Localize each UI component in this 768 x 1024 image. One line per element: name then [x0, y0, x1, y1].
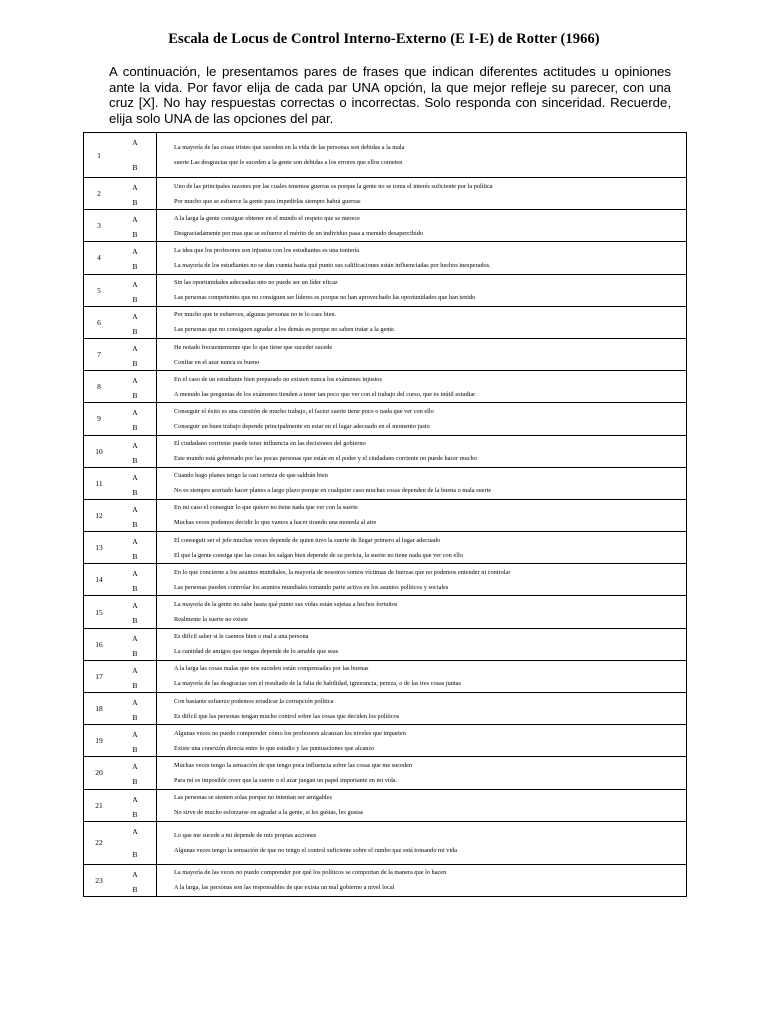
option-b-text: No sirve de mucho esforzarse en agradar a la gente, si les gustas, les gustas	[174, 809, 364, 817]
option-b-label[interactable]: B	[132, 262, 138, 272]
option-texts	[157, 564, 687, 596]
option-a-text: La mayoría de la gente no sabe hasta qué punto sus vidas están sujetas a hechos fortuitos	[174, 601, 398, 609]
option-a-text: En lo que concierne a los asuntos mundiales, la mayoría de nosotros somos víctimas de fuerzas que no podemos entender ni controlar	[174, 568, 511, 576]
option-a-label[interactable]: A	[132, 440, 138, 450]
option-labels	[114, 338, 157, 370]
item-row	[84, 210, 687, 242]
option-b-label[interactable]: B	[132, 713, 138, 722]
option-a-label[interactable]: A	[132, 569, 138, 579]
option-labels	[114, 789, 157, 821]
option-b-text: suerte Las desgracias que le suceden a la gente son debidas a los errores que ellos cometen	[174, 159, 403, 166]
option-labels	[114, 628, 157, 660]
option-labels	[114, 274, 157, 306]
item-number: 3	[84, 210, 115, 242]
item-number: 7	[84, 338, 115, 370]
option-a-text: En mi caso el conseguir lo que quiero no tiene nada que ver con la suerte	[174, 504, 358, 512]
option-a-label[interactable]: A	[132, 794, 138, 804]
option-labels	[114, 210, 157, 242]
option-a-label[interactable]: A	[132, 138, 138, 147]
option-b-label[interactable]: B	[132, 584, 138, 594]
option-labels	[114, 693, 157, 725]
option-b-label[interactable]: B	[132, 680, 138, 690]
option-b-label[interactable]: B	[132, 294, 138, 304]
option-texts	[157, 693, 687, 725]
item-number: 14	[84, 564, 115, 596]
option-b-text: Es difícil que las personas tengan mucho control sobre las cosas que deciden los políticos	[174, 712, 400, 720]
option-b-text: Para mí es imposible creer que la suerte o el azar juegan un papel importante en mi vida.	[174, 776, 398, 784]
option-labels	[114, 403, 157, 435]
option-a-label[interactable]: A	[132, 472, 138, 482]
option-texts	[157, 133, 687, 178]
item-number: 9	[84, 403, 115, 435]
option-a-text: La mayoría de las veces no puedo comprender por qué los políticos se comportan de la manera que lo hacen	[174, 869, 447, 877]
option-texts	[157, 210, 687, 242]
option-labels	[114, 660, 157, 692]
item-number: 12	[84, 499, 115, 531]
option-b-label[interactable]: B	[132, 455, 138, 465]
option-a-label[interactable]: A	[132, 826, 138, 836]
item-number: 6	[84, 306, 115, 338]
option-b-text: A menudo las preguntas de los exámenes tienden a tener tan poco que ver con el trabajo del curso, que es inútil estudiar	[174, 390, 476, 398]
option-texts	[157, 725, 687, 757]
option-a-label[interactable]: A	[132, 601, 138, 611]
item-row	[84, 274, 687, 306]
option-b-text: Confiar en el azar nunca es bueno	[174, 358, 260, 366]
item-number: 1	[84, 133, 115, 178]
option-a-label[interactable]: A	[132, 183, 138, 192]
option-a-text: La mayoría de las cosas tristes que suceden en la vida de las personas son debidas a la mala	[174, 144, 405, 151]
option-b-text: Muchas veces podemos decidir lo que vamos a hacer tirando una moneda al aire	[174, 519, 377, 527]
option-a-text: Lo que me sucede a mi depende de mis propias acciones	[174, 831, 317, 839]
option-a-text: A la larga la gente consigue obtener en el mundo el respeto que se merece	[174, 214, 360, 222]
option-b-label[interactable]: B	[132, 777, 138, 787]
option-a-text: Las personas se sienten solas porque no intentan ser amigables	[174, 794, 332, 802]
option-b-label[interactable]: B	[132, 326, 138, 336]
item-number: 18	[84, 693, 115, 725]
option-texts	[157, 757, 687, 789]
option-texts	[157, 435, 687, 467]
option-labels	[114, 242, 157, 274]
option-a-text: El conseguir ser el jefe muchas veces depende de quien tuvo la suerte de llegar primero al lugar adecuado	[174, 536, 441, 544]
option-texts	[157, 532, 687, 564]
option-texts	[157, 660, 687, 692]
option-b-text: Las personas que no consiguen agradar a los demás es porque no saben tratar a la gente.	[174, 326, 396, 334]
option-a-label[interactable]: A	[132, 869, 138, 879]
option-b-text: Las personas pueden controlar los asuntos mundiales tomando parte activa en los asuntos políticos y sociales	[174, 583, 449, 591]
item-number: 10	[84, 435, 115, 467]
option-labels	[114, 821, 157, 864]
item-row	[84, 821, 687, 864]
item-row	[84, 403, 687, 435]
item-row	[84, 338, 687, 370]
option-b-label[interactable]: B	[132, 884, 138, 894]
option-texts	[157, 242, 687, 274]
option-b-label[interactable]: B	[132, 616, 138, 626]
option-a-text: Muchas veces tengo la sensación de que tengo poca influencia sobre las cosas que me suceden	[174, 761, 412, 769]
option-b-text: Este mundo está gobernado por las pocas personas que están en el poder y el ciudadano corriente no puede hacer mucho	[174, 455, 477, 463]
option-a-label[interactable]: A	[132, 376, 138, 386]
option-labels	[114, 725, 157, 757]
item-row	[84, 693, 687, 725]
option-labels	[114, 596, 157, 628]
item-number: 17	[84, 660, 115, 692]
option-b-text: No es siempre acertado hacer planes a largo plazo porque en cualquier caso muchas cosas dependen de la buena o mala suerte	[174, 487, 492, 495]
option-labels	[114, 532, 157, 564]
item-row	[84, 564, 687, 596]
option-b-text: A la larga, las personas son las responsables de que exista un mal gobierno a nivel local	[174, 884, 395, 892]
item-row	[84, 660, 687, 692]
option-texts	[157, 821, 687, 864]
option-a-label[interactable]: A	[132, 762, 138, 772]
item-number: 11	[84, 467, 115, 499]
option-a-text: A la larga las cosas malas que nos suceden están compensadas por las buenas	[174, 665, 369, 673]
option-texts	[157, 178, 687, 210]
option-a-label[interactable]: A	[132, 343, 138, 353]
option-b-label[interactable]: B	[132, 358, 138, 368]
option-labels	[114, 133, 157, 178]
item-row	[84, 789, 687, 821]
item-number: 4	[84, 242, 115, 274]
option-labels	[114, 499, 157, 531]
option-a-text: Conseguir el éxito es una cuestión de mucho trabajo, el factor suerte tiene poco o nada que ver con ello	[174, 407, 434, 415]
item-number: 5	[84, 274, 115, 306]
option-b-text: Las personas competentes que no consiguen ser líderes es porque no han aprovechado las oportunidades que han tenido	[174, 294, 476, 302]
option-b-text: El que la gente consiga que las cosas les salgan bien depende de su pericia, la suerte no tiene nada que ver con ello	[174, 551, 463, 559]
option-a-label[interactable]: A	[132, 215, 138, 225]
option-a-text: Algunas veces no puedo comprender cómo los profesores alcanzan los niveles que imparten	[174, 729, 406, 737]
item-row	[84, 757, 687, 789]
option-b-text: Existe una conexión directa entre lo que estudio y las puntuaciones que alcanzo	[174, 744, 375, 752]
item-row	[84, 133, 687, 178]
option-a-text: Cuando hago planes tengo la casi certeza de que saldrán bien	[174, 472, 328, 480]
option-texts	[157, 371, 687, 403]
option-b-text: La cantidad de amigos que tengas depende de lo amable que seas	[174, 648, 339, 656]
item-number: 13	[84, 532, 115, 564]
option-a-label[interactable]: A	[132, 279, 138, 289]
option-a-text: Sin las oportunidades adecuadas uno no puede ser un líder eficaz	[174, 279, 338, 287]
item-row	[84, 499, 687, 531]
item-row	[84, 242, 687, 274]
scale-table-body	[84, 133, 687, 897]
option-b-label[interactable]: B	[132, 230, 138, 240]
item-row	[84, 864, 687, 896]
item-row	[84, 371, 687, 403]
option-labels	[114, 564, 157, 596]
option-b-label[interactable]: B	[132, 487, 138, 497]
option-b-text: Desgraciadamente por mas que se esfuerce el mérito de un individuo pasa a menudo desapercibido	[174, 229, 423, 237]
scale-table	[83, 132, 687, 897]
option-b-label[interactable]: B	[132, 423, 138, 433]
option-texts	[157, 467, 687, 499]
option-a-label[interactable]: A	[132, 311, 138, 321]
option-texts	[157, 274, 687, 306]
item-row	[84, 725, 687, 757]
option-labels	[114, 371, 157, 403]
option-labels	[114, 467, 157, 499]
option-a-label[interactable]: A	[132, 633, 138, 643]
option-b-text: La mayoría de los estudiantes no se dan cuenta hasta qué punto sus calificaciones están influenciadas por hechos inesperados.	[174, 261, 491, 269]
item-row	[84, 178, 687, 210]
option-b-label[interactable]: B	[132, 745, 138, 755]
option-a-label[interactable]: A	[132, 504, 138, 514]
option-b-text: La mayoría de las desgracias son el resultado de la falta de habilidad, ignorancia, pereza, o de las tres cosas juntas	[174, 680, 461, 688]
option-labels	[114, 757, 157, 789]
item-number: 23	[84, 864, 115, 896]
item-number: 2	[84, 178, 115, 210]
option-labels	[114, 435, 157, 467]
item-number: 16	[84, 628, 115, 660]
instructions-paragraph: A continuación, le presentamos pares de frases que indican diferentes actitudes u opiniones ante la vida. Por favor elija de cada par UNA opción, la que mejor refleje su parecer, con una cruz [X]. No hay respuestas correctas o incorrectas. Solo responda con sinceridad. Recuerde, elija solo UNA de las opciones del par.	[109, 64, 671, 126]
option-a-label[interactable]: A	[132, 408, 138, 418]
option-a-text: Con bastante esfuerzo podemos erradicar la corrupción política	[174, 697, 334, 705]
item-number: 21	[84, 789, 115, 821]
option-b-label[interactable]: B	[132, 849, 138, 859]
option-b-label[interactable]: B	[132, 552, 138, 562]
option-a-text: En el caso de un estudiante bien preparado no existen nunca los exámenes injustos	[174, 375, 382, 383]
option-texts	[157, 403, 687, 435]
option-b-text: Algunas veces tengo la sensación de que no tengo el control suficiente sobre el rumbo que está tomando mi vida	[174, 846, 458, 854]
option-a-label[interactable]: A	[132, 537, 138, 547]
item-number: 19	[84, 725, 115, 757]
option-texts	[157, 628, 687, 660]
option-labels	[114, 864, 157, 896]
item-row	[84, 306, 687, 338]
option-a-text: Es difícil saber si le caemos bien o mal a una persona	[174, 633, 309, 641]
option-b-label[interactable]: B	[132, 648, 138, 658]
option-a-text: He notado frecuentemente que lo que tiene que suceder sucede	[174, 343, 333, 351]
option-a-text: La idea que los profesores son injustos con los estudiantes es una tontería	[174, 246, 360, 254]
option-b-text: Por mucho que se esfuerce la gente para impedirlas siempre habrá guerras	[174, 197, 361, 205]
option-a-text: El ciudadano corriente puede tener influencia en las decisiones del gobierno	[174, 440, 366, 448]
option-texts	[157, 338, 687, 370]
option-labels	[114, 178, 157, 210]
option-b-label[interactable]: B	[132, 163, 138, 172]
option-b-label[interactable]: B	[132, 809, 138, 819]
option-a-label[interactable]: A	[132, 698, 138, 707]
option-b-text: Conseguir un buen trabajo depende principalmente en estar en el lugar adecuado en el momento justo	[174, 422, 430, 430]
item-row	[84, 628, 687, 660]
option-texts	[157, 499, 687, 531]
item-row	[84, 435, 687, 467]
option-texts	[157, 789, 687, 821]
item-row	[84, 467, 687, 499]
option-a-text: Uno de las principales razones por las cuales tenemos guerras es porque la gente no se toma el interés suficiente por la política	[174, 182, 493, 190]
item-number: 20	[84, 757, 115, 789]
option-b-text: Realmente la suerte no existe	[174, 616, 248, 624]
item-number: 22	[84, 821, 115, 864]
item-row	[84, 596, 687, 628]
option-a-text: Por mucho que te esfuerces, algunas personas no te lo caes bien.	[174, 311, 337, 319]
option-texts	[157, 596, 687, 628]
option-texts	[157, 306, 687, 338]
option-b-label[interactable]: B	[132, 519, 138, 529]
option-b-label[interactable]: B	[132, 391, 138, 401]
item-number: 8	[84, 371, 115, 403]
option-a-label[interactable]: A	[132, 665, 138, 675]
option-texts	[157, 864, 687, 896]
item-number: 15	[84, 596, 115, 628]
option-a-label[interactable]: A	[132, 247, 138, 257]
option-labels	[114, 306, 157, 338]
item-row	[84, 532, 687, 564]
option-a-label[interactable]: A	[132, 730, 138, 740]
option-b-label[interactable]: B	[132, 198, 138, 207]
page-title: Escala de Locus de Control Interno-Externo (E I-E) de Rotter (1966)	[168, 31, 600, 47]
